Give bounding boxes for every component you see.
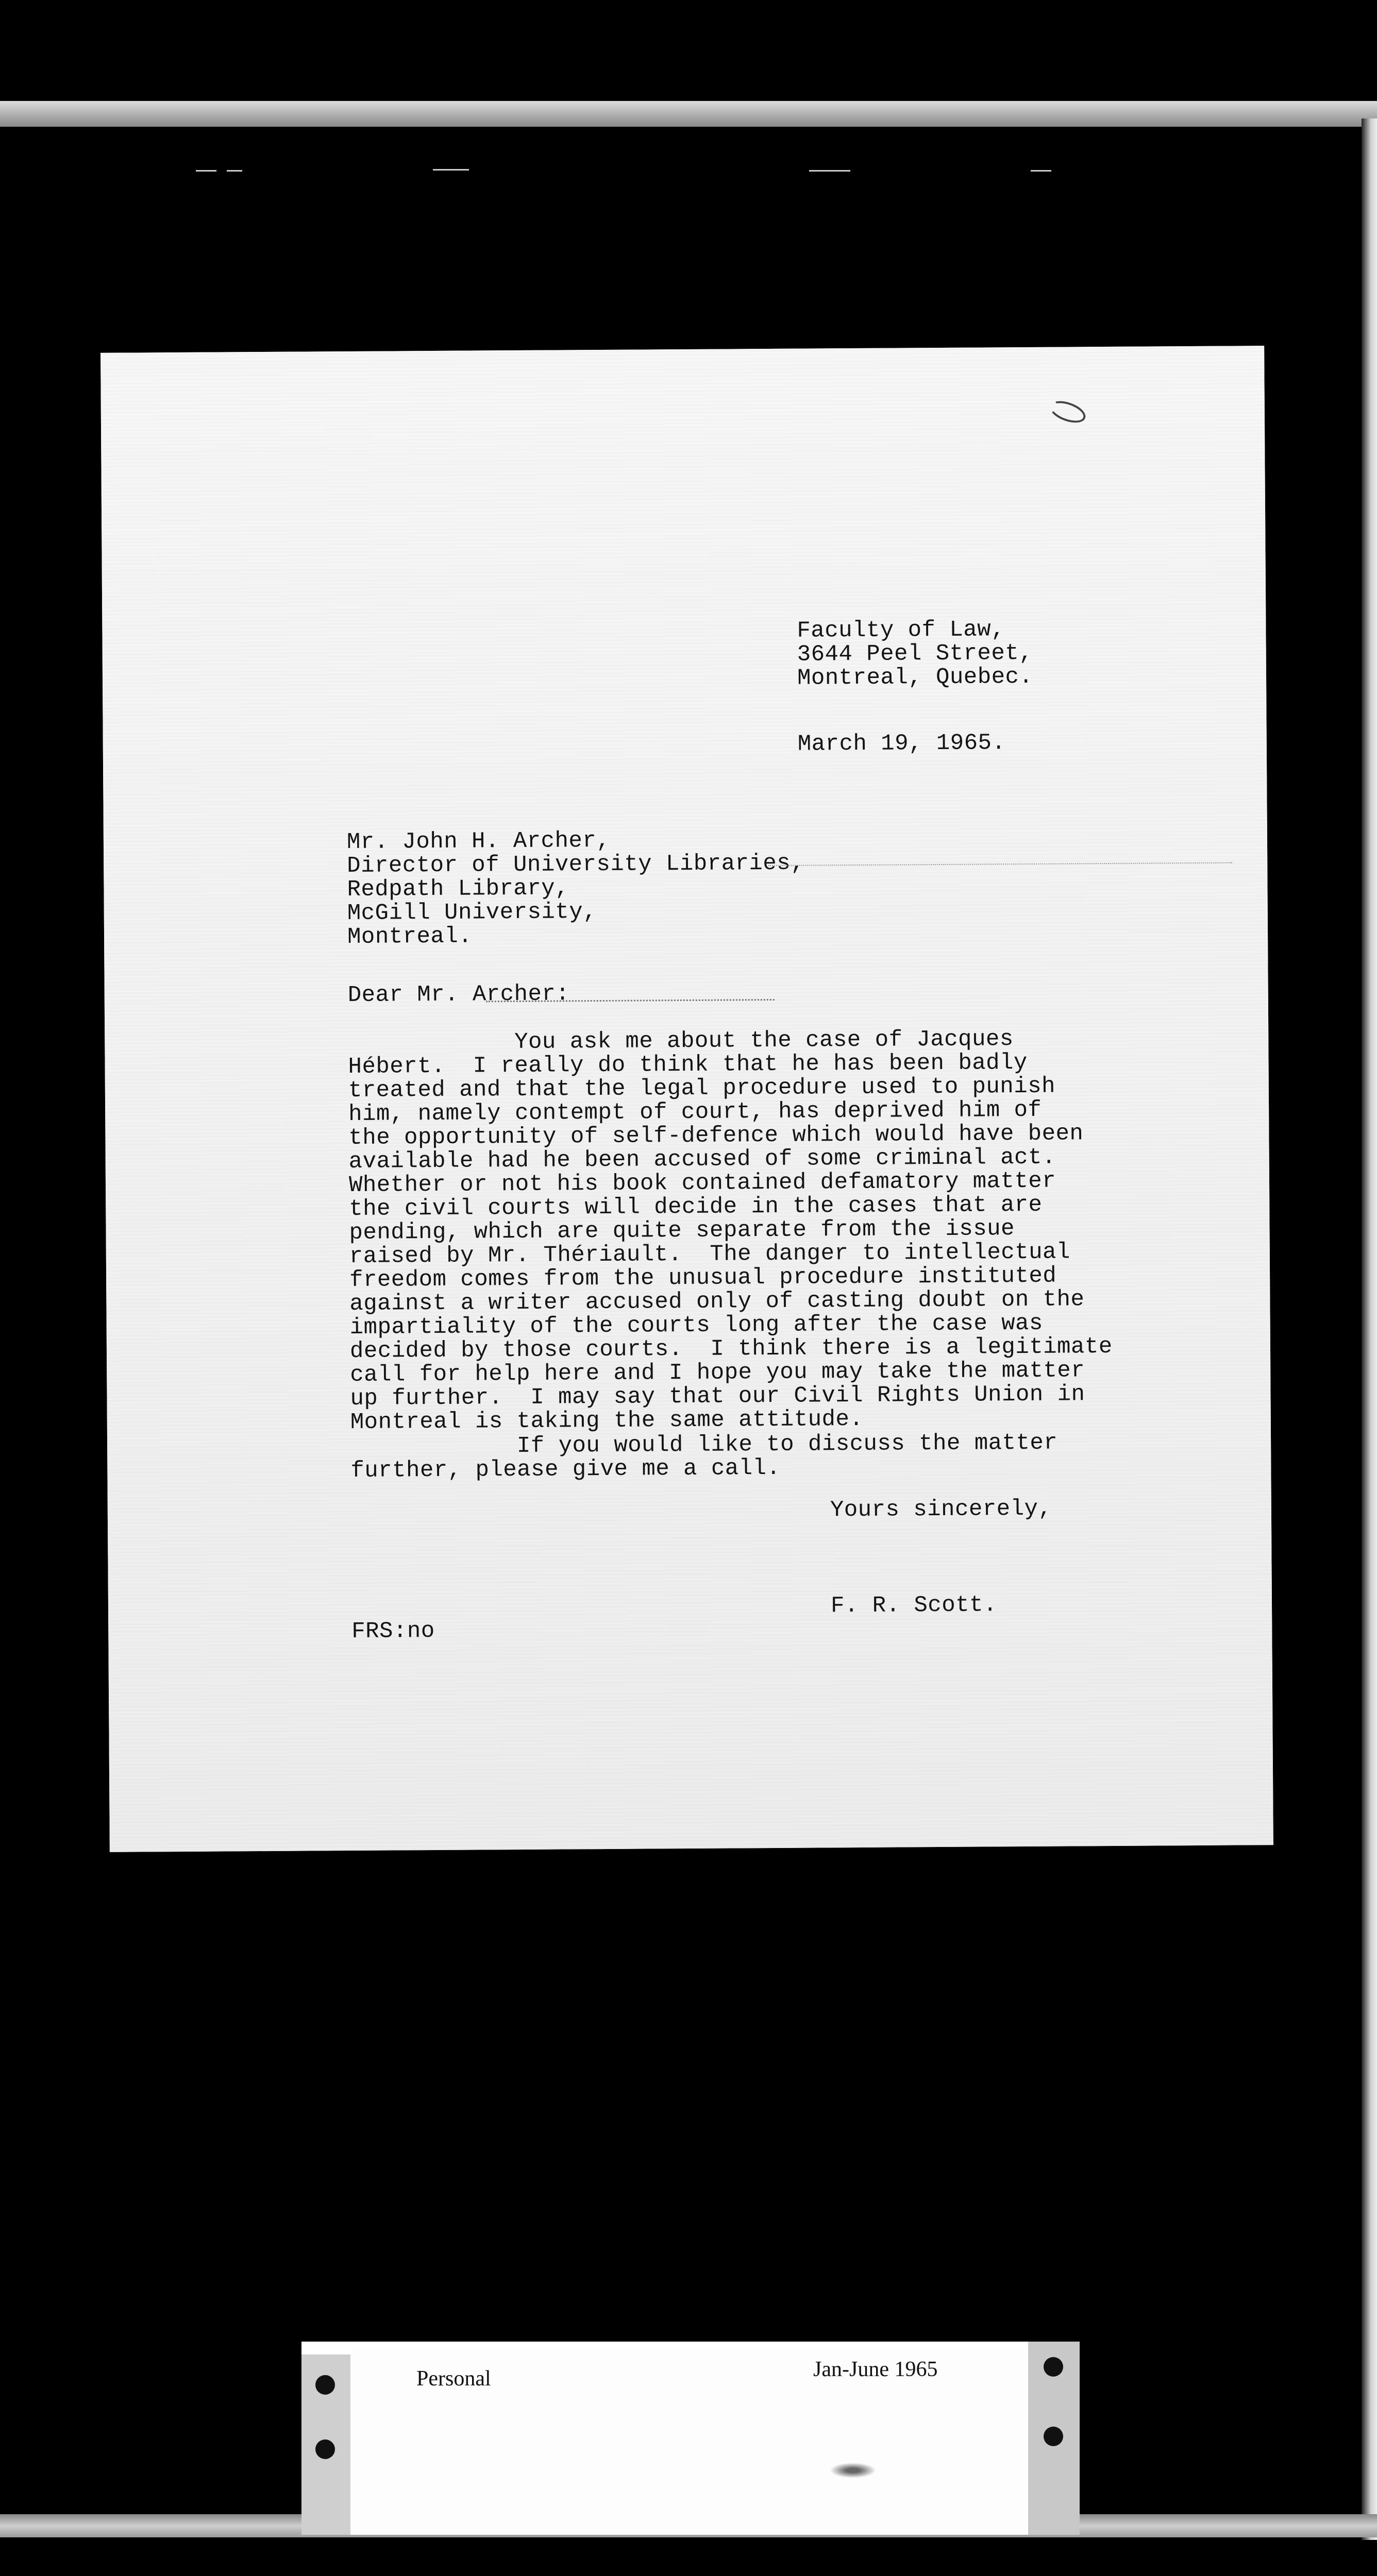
film-edge-right xyxy=(1362,118,1377,2540)
film-speck xyxy=(433,169,469,171)
address-line: 3644 Peel Street, xyxy=(797,640,1033,668)
film-edge-top xyxy=(0,101,1377,127)
body-line: pending, which are quite separate from the issue xyxy=(349,1216,1015,1246)
address-line: Faculty of Law, xyxy=(797,617,1005,644)
ink-smudge xyxy=(830,2463,876,2478)
dotted-rule xyxy=(768,862,1232,866)
recipient-line: Mr. John H. Archer, xyxy=(346,827,611,856)
recipient-line: McGill University, xyxy=(347,899,597,927)
folder-label: Personal xyxy=(416,2367,491,2391)
body-line: further, please give me a call. xyxy=(350,1455,781,1484)
body-line: Montreal is taking the same attitude. xyxy=(350,1406,864,1436)
body-line: If you would like to discuss the matter xyxy=(350,1430,1058,1461)
pencil-mark xyxy=(1047,397,1088,427)
body-line: him, namely contempt of court, has deprived him of xyxy=(348,1097,1042,1128)
film-speck xyxy=(196,170,216,172)
letter-date: March 19, 1965. xyxy=(797,730,1006,757)
film-speck xyxy=(227,170,242,172)
reference-initials: FRS:no xyxy=(351,1618,435,1645)
punch-hole xyxy=(1044,2357,1063,2377)
body-line: decided by those courts. I think there is a legitimate xyxy=(349,1333,1113,1365)
recipient-line: Montreal. xyxy=(347,923,473,951)
salutation: Dear Mr. Archer: xyxy=(347,981,570,1009)
body-line: impartiality of the courts long after the case was xyxy=(349,1310,1044,1341)
body-line: Hébert. I really do think that he has been badly xyxy=(348,1049,1028,1080)
body-line: the opportunity of self-defence which would have been xyxy=(348,1121,1084,1151)
body-line: You ask me about the case of Jacques xyxy=(348,1026,1014,1057)
signature-name: F. R. Scott. xyxy=(830,1592,998,1619)
body-line: freedom comes from the unusual procedure instituted xyxy=(349,1263,1057,1294)
body-line: Whether or not his book contained defamatory matter xyxy=(348,1168,1056,1199)
body-line: up further. I may say that our Civil Rights Union in xyxy=(350,1381,1085,1412)
body-paragraph-2 xyxy=(350,1431,1058,1483)
punch-hole xyxy=(1044,2427,1063,2446)
body-line: the civil courts will decide in the cases that are xyxy=(349,1192,1043,1223)
body-line: raised by Mr. Thériault. The danger to intellectual xyxy=(349,1239,1071,1270)
recipient-line: Redpath Library, xyxy=(347,875,569,903)
body-line: treated and that the legal procedure used to punish xyxy=(348,1073,1056,1104)
recipient-address xyxy=(347,828,805,949)
film-speck xyxy=(1031,170,1051,172)
punch-hole xyxy=(315,2375,335,2395)
recipient-line: Director of University Libraries, xyxy=(347,850,805,879)
letter-sheet xyxy=(100,346,1273,1852)
address-line: Montreal, Quebec. xyxy=(797,664,1033,691)
body-paragraph-1 xyxy=(348,1027,1113,1434)
film-speck xyxy=(809,170,850,172)
complimentary-close: Yours sincerely, xyxy=(830,1496,1052,1523)
film-border-top xyxy=(0,0,1377,101)
punch-hole xyxy=(315,2439,335,2459)
folder-period: Jan-June 1965 xyxy=(813,2358,938,2381)
sender-address xyxy=(797,618,1033,690)
body-line: call for help here and I hope you may take the matter xyxy=(350,1358,1085,1388)
body-line: against a writer accused only of casting doubt on the xyxy=(349,1286,1085,1317)
body-line: available had he been accused of some criminal act. xyxy=(348,1144,1056,1175)
